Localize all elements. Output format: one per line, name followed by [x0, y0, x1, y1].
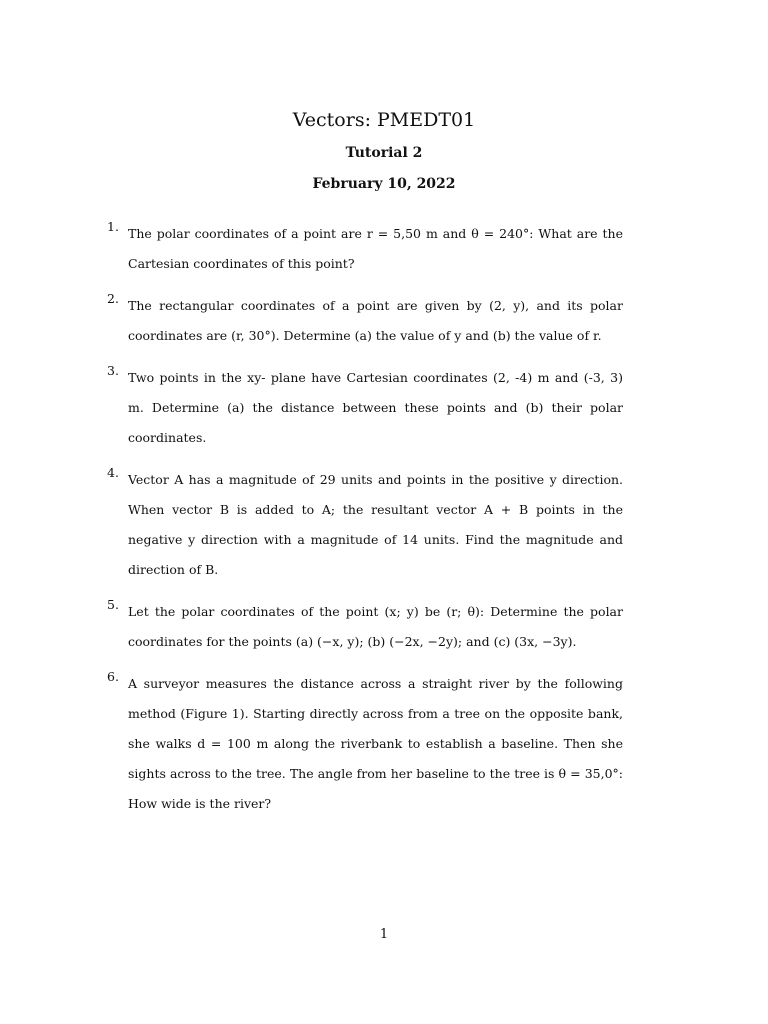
- problem-number: 1.: [107, 219, 119, 234]
- problem-text: Vector A has a magnitude of 29 units and points in the positive y direction. When vector B is added to A; the resultant vector A + B points in the negative y direction with a magnitude of 14 units. Find the magnitude and direction of B.: [128, 472, 623, 577]
- problem-number: 2.: [107, 291, 119, 306]
- problem-number: 3.: [107, 363, 119, 378]
- problem-text: Two points in the xy- plane have Cartesian coordinates (2, -4) m and (-3, 3) m. Determine (a) the distance between these points and (b) their polar coordinates.: [128, 370, 623, 445]
- problem-number: 4.: [107, 465, 119, 480]
- page-number: 1: [379, 927, 389, 942]
- problem-number: 6.: [107, 669, 119, 684]
- document-title: Vectors: PMEDT01: [292, 109, 476, 131]
- problem-item: [107, 291, 623, 351]
- tutorial-label: Tutorial 2: [345, 145, 423, 161]
- document-date: February 10, 2022: [312, 176, 456, 192]
- problem-item: [107, 363, 623, 453]
- problem-text: Let the polar coordinates of the point (x; y) be (r; θ): Determine the polar coordinates for the points (a) (−x, y); (b) (−2x, −2y); and (c) (3x, −3y).: [128, 604, 623, 649]
- problem-item: [107, 669, 623, 819]
- problem-text: The polar coordinates of a point are r = 5,50 m and θ = 240°: What are the Cartesian coordinates of this point?: [128, 226, 623, 271]
- problem-item: [107, 219, 623, 279]
- problem-number: 5.: [107, 597, 119, 612]
- problem-list: [107, 219, 623, 831]
- problem-text: The rectangular coordinates of a point are given by (2, y), and its polar coordinates are (r, 30°). Determine (a) the value of y and (b) the value of r.: [128, 298, 623, 343]
- problem-item: [107, 465, 623, 585]
- problem-item: [107, 597, 623, 657]
- problem-text: A surveyor measures the distance across a straight river by the following method (Figure 1). Starting directly across from a tree on the opposite bank, she walks d = 100 m along the riverbank to establish a baseline. Then she sights across to the tree. The angle from her baseline to the tree is θ = 35,0°: How wide is the river?: [128, 676, 623, 811]
